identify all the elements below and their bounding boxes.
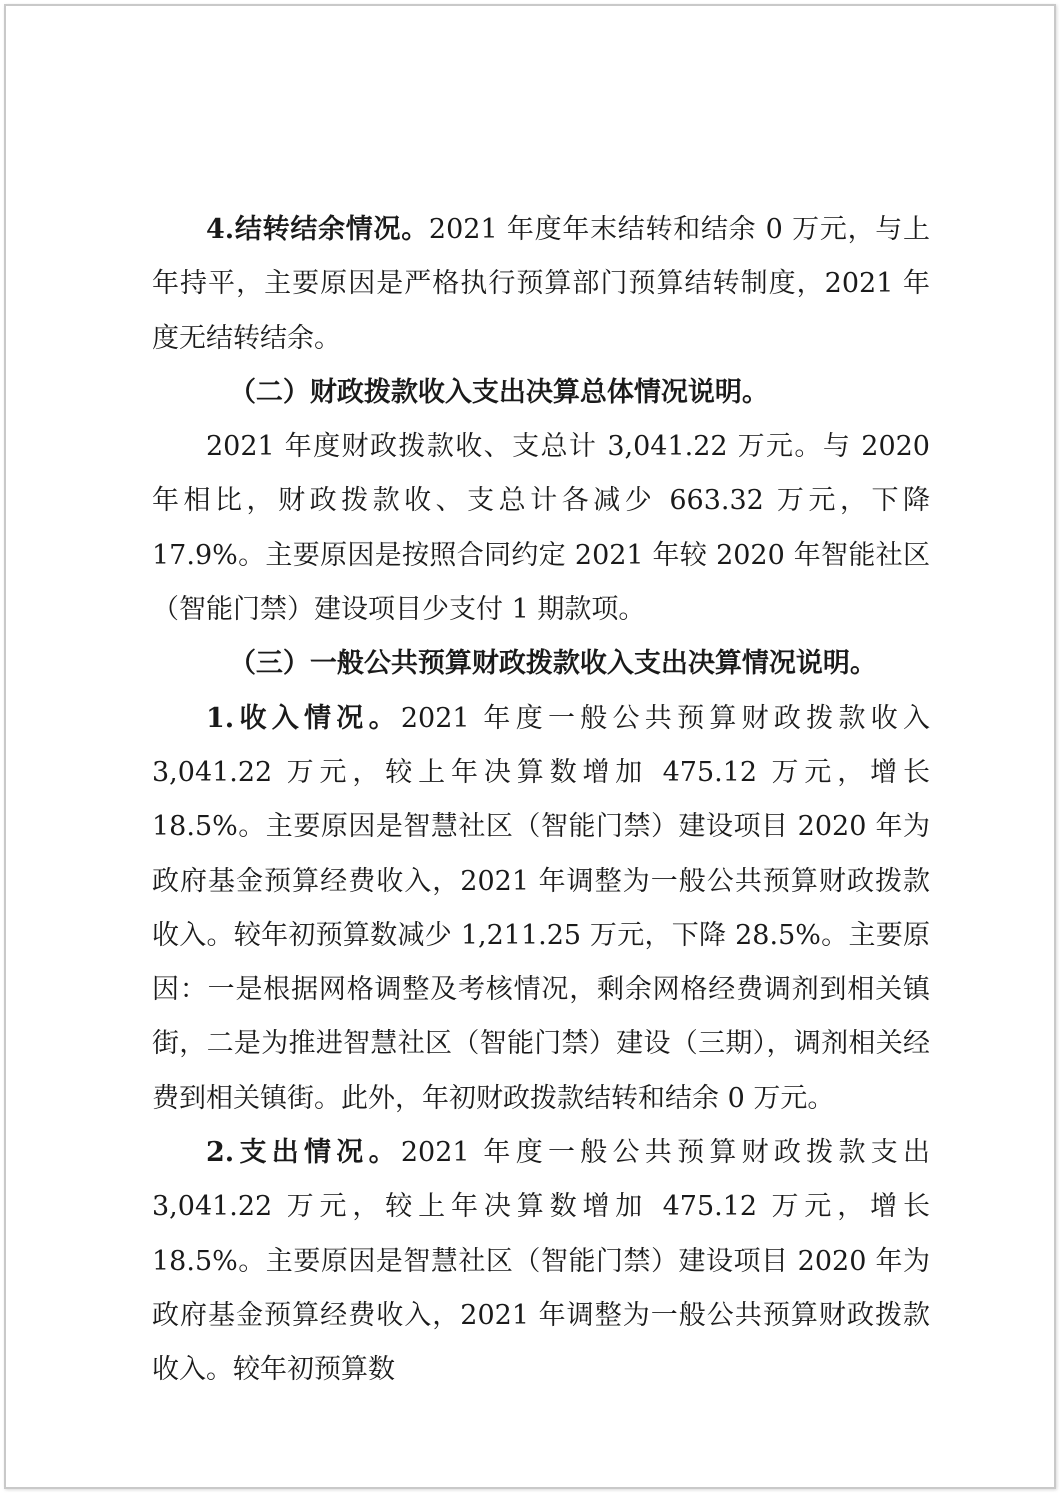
paragraph-text: 2021 年度一般公共预算财政拨款收入 3,041.22 万元，较上年决算数增加 475.12 万元，增长 18.5%。主要原因是智慧社区（智能门禁）建设项目 2020 年为政府基金预算经费收入，2021 年调整为一般公共预算财政拨款收入。较年初预算数减少 1,211.25 万元，下降 28.5%。主要原因：一是根据网格调整及考核情况，剩余网格经费调剂到相关镇街，二是为推进智慧社区（智能门禁）建设（三期），调剂相关经费到相关镇街。此外，年初财政拨款结转和结余 0 万元。 (152, 702, 930, 1114)
paragraph-text: 2021 年度一般公共预算财政拨款支出 3,041.22 万元，较上年决算数增加 475.12 万元，增长 18.5%。主要原因是智慧社区（智能门禁）建设项目 2020 年为政府基金预算经费收入，2021 年调整为一般公共预算财政拨款收入。较年初预算数 (152, 1137, 930, 1386)
section-heading-3: （三）一般公共预算财政拨款收入支出决算情况说明。 (228, 648, 877, 680)
document-body (152, 203, 930, 1398)
paragraph-lead: 1.收入情况。 (206, 702, 401, 734)
paragraph-text: 2021 年度财政拨款收、支总计 3,041.22 万元。与 2020 年相比，财政拨款收、支总计各减少 663.32 万元，下降 17.9%。主要原因是按照合同约定 2021 年较 2020 年智能社区（智能门禁）建设项目少支付 1 期款项。 (152, 431, 930, 626)
section-heading-2: （二）财政拨款收入支出决算总体情况说明。 (228, 376, 769, 408)
paragraph-income (152, 692, 930, 1126)
paragraph-fiscal-summary (152, 420, 930, 637)
paragraph-lead: 4.结转结余情况。 (206, 214, 429, 245)
paragraph-carryover-balance (152, 203, 930, 366)
paragraph-expenditure (152, 1126, 930, 1397)
paragraph-text: 2021 年度年末结转和结余 0 万元，与上年持平，主要原因是严格执行预算部门预算结转制度，2021 年度无结转结余。 (152, 214, 931, 354)
document-page (4, 4, 1056, 1489)
paragraph-lead: 2.支出情况。 (206, 1137, 401, 1169)
